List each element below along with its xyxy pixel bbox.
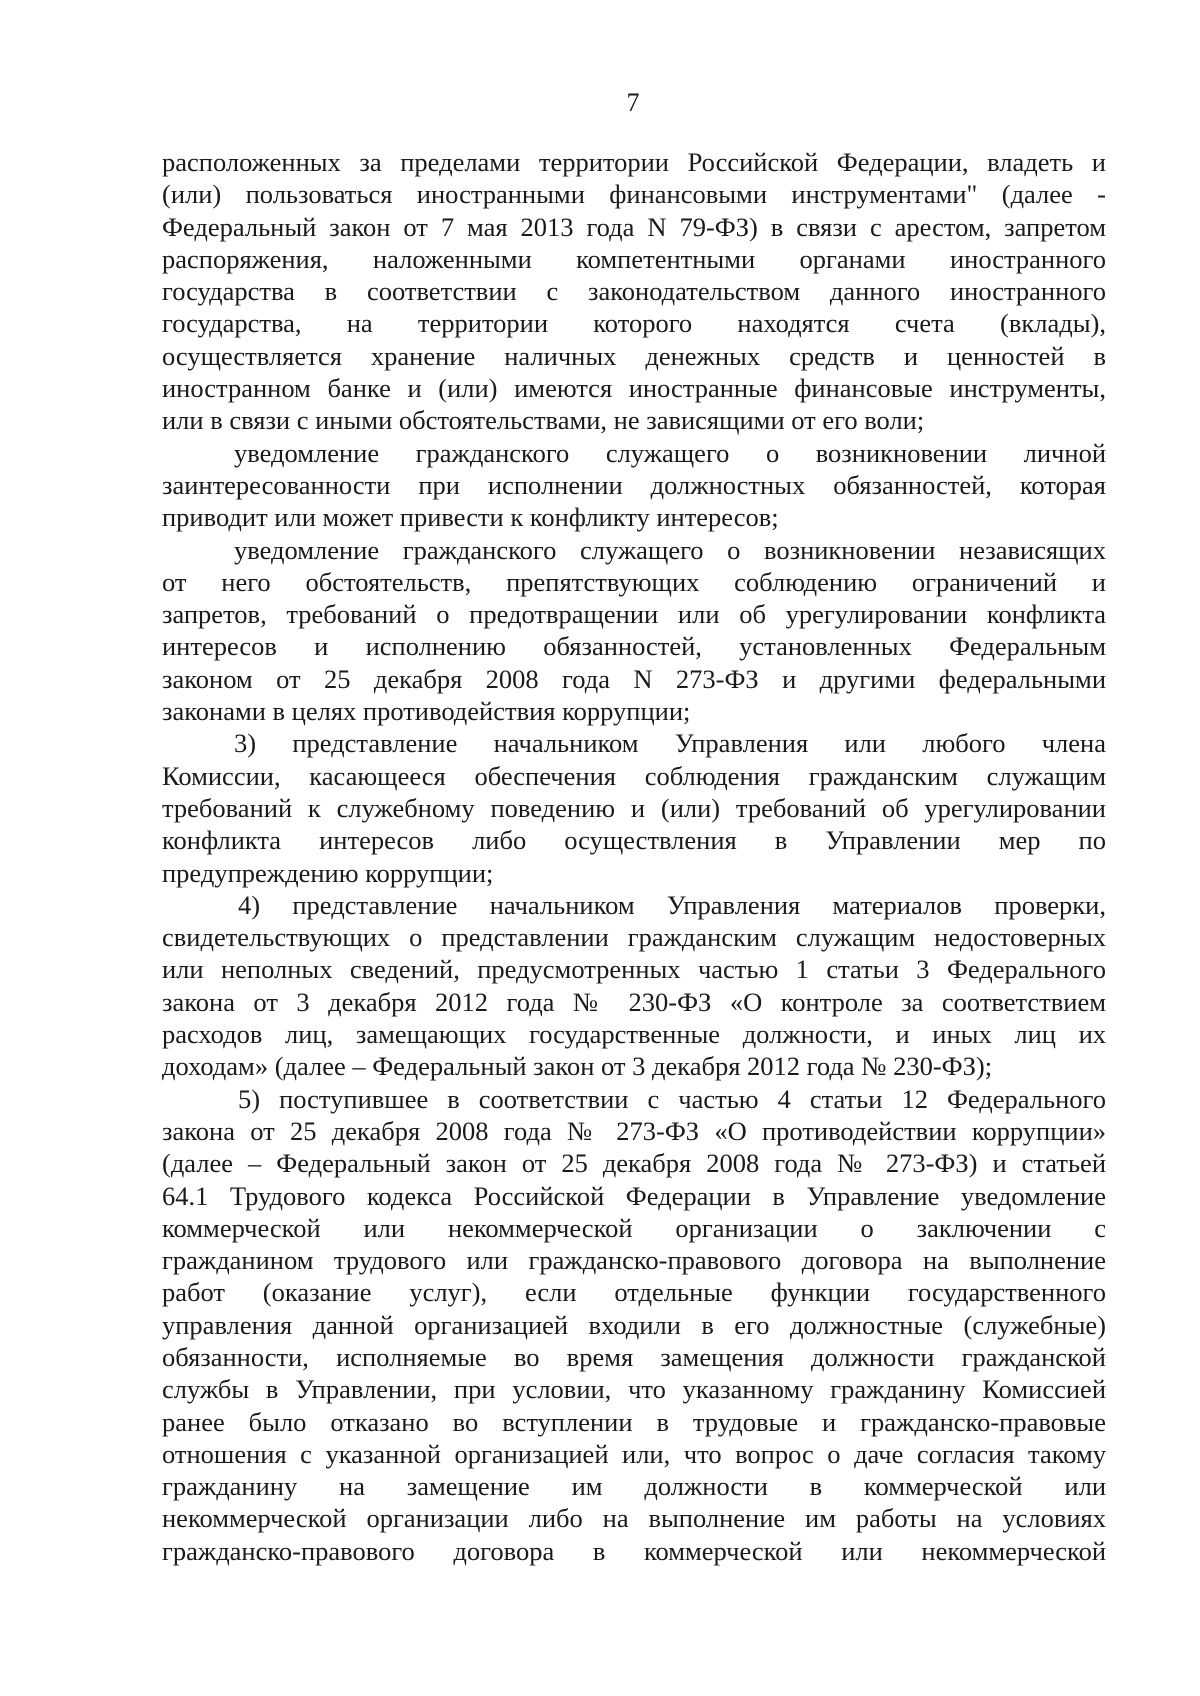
text-line: распоряжения, наложенными компетентными органами иностранного [162, 243, 1106, 274]
page-number: 7 [626, 88, 640, 117]
text-line: государства в соответствии с законодательством данного иностранного [162, 276, 1106, 307]
text-line: коммерческой или некоммерческой организации о заключении с [162, 1212, 1106, 1243]
text-line: законами в целях противодействия коррупции; [162, 696, 691, 727]
text-line: законом от 25 декабря 2008 года N 273-ФЗ и другими федеральными [162, 663, 1106, 694]
text-line: гражданином трудового или гражданско-правового договора на выполнение [162, 1245, 1106, 1276]
text-line: приводит или может привести к конфликту интересов; [162, 502, 779, 533]
text-line: или в связи с иными обстоятельствами, не зависящими от его воли; [162, 405, 925, 436]
text-line: интересов и исполнению обязанностей, установленных Федеральным [162, 631, 1106, 662]
text-line: управления данной организацией входили в его должностные (служебные) [162, 1309, 1106, 1340]
text-line: предупреждению коррупции; [162, 857, 494, 888]
text-line: отношения с указанной организацией или, что вопрос о даче согласия такому [162, 1438, 1106, 1469]
text-line: иностранном банке и (или) имеются иностранные финансовые инструменты, [162, 373, 1106, 404]
text-line: конфликта интересов либо осуществления в Управлении мер по [162, 825, 1106, 856]
text-line: расположенных за пределами территории Российской Федерации, владеть и [162, 147, 1106, 177]
text-line: уведомление гражданского служащего о возникновении независящих [234, 534, 1106, 565]
text-line: государства, на территории которого находятся счета (вклады), [162, 308, 1106, 339]
text-line: (далее – Федеральный закон от 25 декабря 2008 года № 273-ФЗ) и статьей [162, 1148, 1106, 1179]
text-line: 4) представление начальником Управления материалов проверки, [238, 889, 1106, 920]
text-line: гражданско-правового договора в коммерческой или некоммерческой [162, 1535, 1106, 1566]
text-line: 5) поступившее в соответствии с частью 4 статьи 12 Федерального [238, 1083, 1106, 1114]
text-line: свидетельствующих о представлении гражданским служащим недостоверных [162, 922, 1106, 953]
text-line: ранее было отказано во вступлении в трудовые и гражданско-правовые [162, 1406, 1106, 1437]
text-line: 64.1 Трудового кодекса Российской Федерации в Управление уведомление [162, 1180, 1106, 1211]
text-line: Комиссии, касающееся обеспечения соблюдения гражданским служащим [162, 760, 1106, 791]
text-line: или неполных сведений, предусмотренных частью 1 статьи 3 Федерального [162, 954, 1106, 985]
text-line: осуществляется хранение наличных денежных средств и ценностей в [162, 340, 1106, 371]
text-line: гражданину на замещение им должности в коммерческой или [162, 1471, 1106, 1502]
text-line: заинтересованности при исполнении должностных обязанностей, которая [162, 469, 1106, 500]
text-line: обязанности, исполняемые во время замещения должности гражданской [162, 1341, 1106, 1372]
text-line: (или) пользоваться иностранными финансовыми инструментами" (далее - [162, 179, 1106, 210]
text-line: доходам» (далее – Федеральный закон от 3 декабря 2012 года № 230-ФЗ); [162, 1051, 993, 1082]
text-line: закона от 25 декабря 2008 года № 273-ФЗ «О противодействии коррупции» [162, 1115, 1106, 1146]
text-line: расходов лиц, замещающих государственные должности, и иных лиц их [162, 1019, 1106, 1050]
text-line: запретов, требований о предотвращении или об урегулировании конфликта [162, 599, 1106, 630]
text-line: некоммерческой организации либо на выполнение им работы на условиях [162, 1503, 1106, 1534]
document-body [162, 146, 1106, 1567]
text-line: 3) представление начальником Управления или любого члена [234, 728, 1106, 759]
text-line: требований к служебному поведению и (или) требований об урегулировании [162, 792, 1106, 823]
text-line: службы в Управлении, при условии, что указанному гражданину Комиссией [162, 1374, 1106, 1405]
text-line: Федеральный закон от 7 мая 2013 года N 79-ФЗ) в связи с арестом, запретом [162, 211, 1106, 242]
text-line: уведомление гражданского служащего о возникновении личной [234, 437, 1106, 468]
text-line: от него обстоятельств, препятствующих соблюдению ограничений и [162, 566, 1106, 597]
text-line: работ (оказание услуг), если отдельные функции государственного [162, 1277, 1106, 1308]
text-line: закона от 3 декабря 2012 года № 230-ФЗ «О контроле за соответствием [162, 986, 1106, 1017]
